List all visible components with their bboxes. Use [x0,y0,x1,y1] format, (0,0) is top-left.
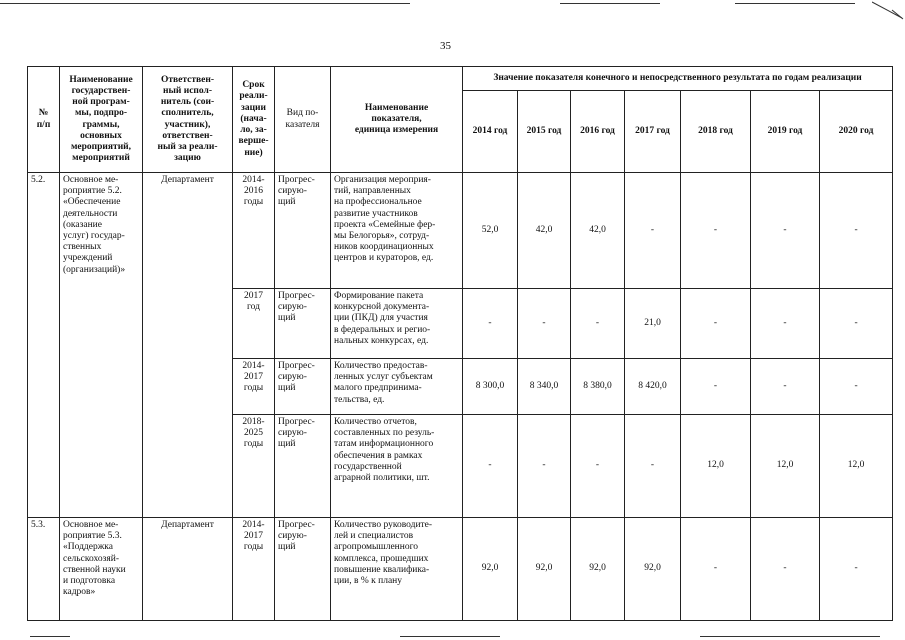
row-indicator-name: Формирование пакета конкурсной документа- ции (ПКД) для участия в федеральных и регио- нальных конкурсах, ед. [331,289,463,359]
scan-line-bottom-left [30,636,70,637]
row-indicator-type: Прогрес- сирую- щий [275,518,331,621]
value-2020: - [820,289,893,359]
value-2016: 92,0 [571,518,625,621]
row-program: Основное ме- роприятие 5.3. «Поддержка сельскохозяй- ственной науки и подготовка кадров» [60,518,143,621]
scan-line-top-middle [560,3,660,4]
row-indicator-type: Прогрес- сирую- щий [275,359,331,415]
value-2017: 8 420,0 [625,359,681,415]
value-2018: 12,0 [681,415,751,518]
row-term: 2014- 2017 годы [233,359,275,415]
corner-fold-mark [872,0,905,20]
value-2019: 12,0 [751,415,820,518]
row-program: Основное ме- роприятие 5.2. «Обеспечение деятельности (оказание услуг) государ- ственных учреждений (организаций)» [60,173,143,518]
value-2017: - [625,173,681,289]
header-indicator-type: Вид по- казателя [275,67,331,173]
value-2015: 8 340,0 [518,359,571,415]
header-year-2016: 2016 год [571,91,625,173]
row-indicator-name: Количество руководите- лей и специалистов агропромышленного комплекса, прошедших повышение квалифика- ции, в % к плану [331,518,463,621]
row-indicator-type: Прогрес- сирую- щий [275,173,331,289]
value-2015: - [518,415,571,518]
value-2019: - [751,518,820,621]
row-responsible: Департамент [143,518,233,621]
header-year-2019: 2019 год [751,91,820,173]
value-2016: 42,0 [571,173,625,289]
header-term: Срок реали- зации (нача- ло, за- верше- ние) [233,67,275,173]
value-2018: - [681,289,751,359]
scan-line-top-left [0,3,410,4]
header-year-2017: 2017 год [625,91,681,173]
value-2015: 42,0 [518,173,571,289]
table-header [28,67,893,173]
header-num: № п/п [28,67,60,173]
value-2016: 8 380,0 [571,359,625,415]
value-2017: 92,0 [625,518,681,621]
header-year-2015: 2015 год [518,91,571,173]
value-2018: - [681,359,751,415]
row-indicator-name: Организация мероприя- тий, направленных на профессиональное развитие участников проекта «Семейные фер- мы Белогорья», сотруд- ников координационных центров и кураторов, ед. [331,173,463,289]
row-indicator-name: Количество отчетов, составленных по резуль- татам информационного обеспечения в рамках государственной аграрной политики, шт. [331,415,463,518]
row-num: 5.2. [28,173,60,518]
table-body [28,173,893,621]
scan-line-bottom-right [700,636,880,637]
value-2014: - [463,289,518,359]
indicators-table [27,66,893,621]
value-2019: - [751,289,820,359]
value-2016: - [571,415,625,518]
value-2016: - [571,289,625,359]
header-year-2020: 2020 год [820,91,893,173]
header-program: Наименование государствен- ной програм- мы, подпро- граммы, основных мероприятий, мероприятий [60,67,143,173]
row-term: 2014- 2016 годы [233,173,275,289]
row-responsible: Департамент [143,173,233,518]
table-row [28,518,893,621]
scan-line-top-right [735,3,855,4]
header-values-group: Значение показателя конечного и непосредственного результата по годам реализации [463,67,893,91]
value-2019: - [751,173,820,289]
header-responsible: Ответствен- ный испол- нитель (сои- сполнитель, участник), ответствен- ный за реали- зацию [143,67,233,173]
value-2015: 92,0 [518,518,571,621]
value-2020: 12,0 [820,415,893,518]
row-term: 2017 год [233,289,275,359]
value-2014: 92,0 [463,518,518,621]
table-row [28,173,893,289]
row-term: 2018- 2025 годы [233,415,275,518]
value-2020: - [820,173,893,289]
value-2015: - [518,289,571,359]
value-2019: - [751,359,820,415]
value-2017: 21,0 [625,289,681,359]
row-indicator-type: Прогрес- сирую- щий [275,289,331,359]
value-2014: 8 300,0 [463,359,518,415]
value-2020: - [820,359,893,415]
page-number: 35 [440,40,451,52]
header-year-2018: 2018 год [681,91,751,173]
value-2018: - [681,173,751,289]
row-indicator-type: Прогрес- сирую- щий [275,415,331,518]
value-2014: 52,0 [463,173,518,289]
value-2017: - [625,415,681,518]
value-2020: - [820,518,893,621]
value-2018: - [681,518,751,621]
header-indicator-name: Наименование показателя, единица измерения [331,67,463,173]
row-indicator-name: Количество предостав- ленных услуг субъектам малого предпринима- тельства, ед. [331,359,463,415]
row-num: 5.3. [28,518,60,621]
value-2014: - [463,415,518,518]
header-year-2014: 2014 год [463,91,518,173]
scan-line-bottom-middle [400,636,500,637]
row-term: 2014- 2017 годы [233,518,275,621]
